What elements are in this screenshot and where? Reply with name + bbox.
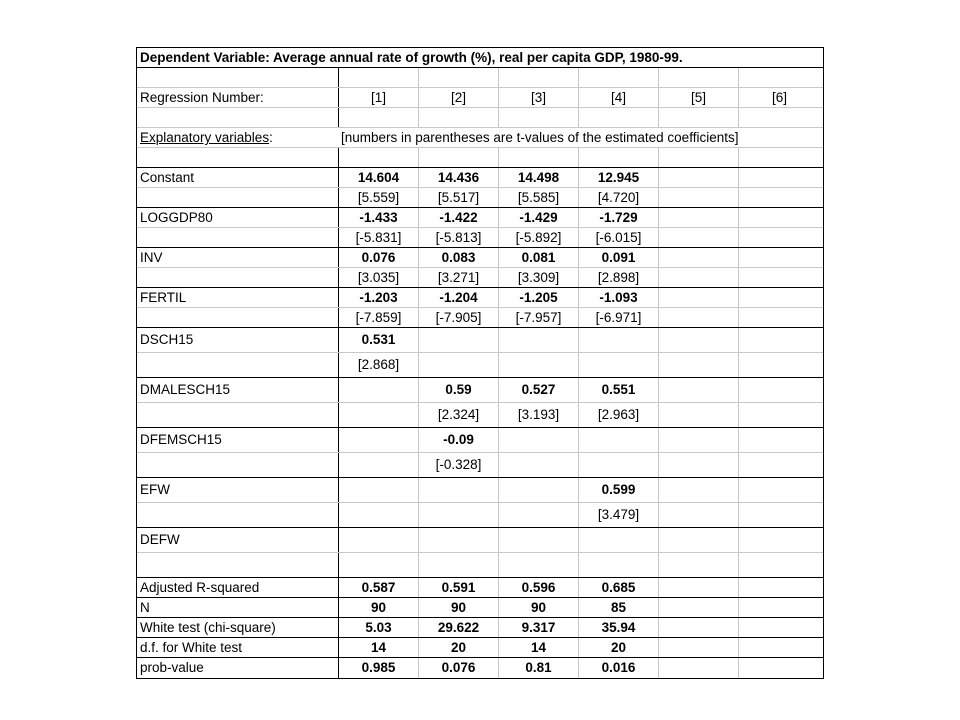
coefficient-cell — [739, 248, 820, 267]
coefficient-cell — [339, 528, 419, 552]
stat-value-cell: 29.622 — [419, 618, 499, 637]
t-value-cell — [739, 353, 820, 377]
t-value-cell: [3.479] — [579, 503, 659, 527]
t-value-cell: [-7.859] — [339, 308, 419, 327]
stat-row — [137, 638, 823, 658]
coefficient-cell: 0.076 — [339, 248, 419, 267]
t-value-cell: [5.585] — [499, 188, 579, 207]
coefficient-cell — [339, 378, 419, 402]
stat-value-cell: 0.81 — [499, 658, 579, 678]
t-value-cell — [339, 453, 419, 477]
stat-value-cell: 0.076 — [419, 658, 499, 678]
coefficient-cell — [499, 328, 579, 352]
coefficient-cell — [659, 528, 739, 552]
empty-cell — [499, 108, 579, 127]
empty-cell — [739, 108, 820, 127]
t-value-cell — [659, 503, 739, 527]
t-value-row — [137, 503, 823, 528]
t-value-cell — [659, 308, 739, 327]
stat-value-cell — [659, 618, 739, 637]
t-value-row — [137, 228, 823, 248]
variable-name: INV — [137, 248, 339, 267]
t-value-cell: [-5.892] — [499, 228, 579, 247]
regression-header: [3] — [499, 88, 579, 107]
empty-cell — [137, 228, 339, 247]
coefficient-cell: -1.422 — [419, 208, 499, 227]
coefficient-cell — [659, 208, 739, 227]
coefficient-cell: -1.205 — [499, 288, 579, 307]
empty-cell — [659, 148, 739, 167]
t-value-cell — [739, 268, 820, 287]
stat-value-cell: 9.317 — [499, 618, 579, 637]
t-value-cell — [659, 188, 739, 207]
explanatory-note: [numbers in parentheses are t-values of the estimated coefficients] — [341, 130, 739, 145]
coefficient-cell — [659, 428, 739, 452]
coefficient-row — [137, 208, 823, 228]
empty-cell — [137, 353, 339, 377]
stat-value-cell: 0.591 — [419, 578, 499, 597]
spacer-row — [137, 68, 823, 88]
stat-value-cell: 35.94 — [579, 618, 659, 637]
coefficient-cell — [739, 288, 820, 307]
coefficient-cell — [739, 328, 820, 352]
stat-value-cell — [739, 658, 820, 678]
coefficient-cell — [499, 528, 579, 552]
coefficient-cell: 0.599 — [579, 478, 659, 502]
regression-header: [2] — [419, 88, 499, 107]
empty-cell — [137, 403, 339, 427]
coefficient-cell — [339, 478, 419, 502]
table-title: Dependent Variable: Average annual rate of growth (%), real per capita GDP, 1980-99. — [140, 50, 683, 65]
coefficient-row — [137, 168, 823, 188]
t-value-cell: [2.324] — [419, 403, 499, 427]
t-value-cell — [659, 403, 739, 427]
empty-cell — [137, 268, 339, 287]
coefficient-row — [137, 428, 823, 453]
stat-value-cell — [739, 598, 820, 617]
empty-cell — [419, 68, 499, 87]
coefficient-cell — [419, 478, 499, 502]
stat-name: prob-value — [137, 658, 339, 678]
stat-value-cell: 85 — [579, 598, 659, 617]
empty-cell — [419, 148, 499, 167]
coefficient-cell: -1.433 — [339, 208, 419, 227]
stat-value-cell — [659, 598, 739, 617]
t-value-cell — [739, 553, 820, 577]
variable-name: FERTIL — [137, 288, 339, 307]
empty-cell — [137, 148, 339, 167]
coefficient-cell — [499, 478, 579, 502]
stat-value-cell: 14 — [499, 638, 579, 657]
coefficient-cell: 0.59 — [419, 378, 499, 402]
t-value-cell — [739, 188, 820, 207]
stat-value-cell — [739, 578, 820, 597]
empty-cell — [137, 108, 339, 127]
t-value-row — [137, 403, 823, 428]
t-value-cell — [659, 353, 739, 377]
coefficient-row — [137, 288, 823, 308]
variable-rows — [137, 168, 823, 578]
coefficient-cell: 14.436 — [419, 168, 499, 187]
t-value-cell: [-5.831] — [339, 228, 419, 247]
empty-cell — [579, 148, 659, 167]
coefficient-cell: -1.204 — [419, 288, 499, 307]
t-value-cell: [5.517] — [419, 188, 499, 207]
stat-value-cell: 0.587 — [339, 578, 419, 597]
coefficient-cell — [659, 328, 739, 352]
variable-name: Constant — [137, 168, 339, 187]
coefficient-cell: 14.604 — [339, 168, 419, 187]
t-value-cell — [739, 308, 820, 327]
coefficient-row — [137, 378, 823, 403]
t-value-cell: [3.193] — [499, 403, 579, 427]
stat-row — [137, 578, 823, 598]
stat-value-cell: 0.016 — [579, 658, 659, 678]
t-value-row — [137, 308, 823, 328]
empty-cell — [339, 68, 419, 87]
stat-value-cell: 90 — [499, 598, 579, 617]
stat-name: N — [137, 598, 339, 617]
stat-value-cell: 90 — [419, 598, 499, 617]
stat-name: White test (chi-square) — [137, 618, 339, 637]
spacer-row — [137, 108, 823, 128]
coefficient-row — [137, 478, 823, 503]
stat-value-cell: 0.596 — [499, 578, 579, 597]
coefficient-cell — [419, 328, 499, 352]
t-value-cell: [3.035] — [339, 268, 419, 287]
coefficient-cell: 0.091 — [579, 248, 659, 267]
coefficient-cell: 0.551 — [579, 378, 659, 402]
stat-value-cell: 20 — [419, 638, 499, 657]
t-value-cell — [499, 553, 579, 577]
variable-name: DMALESCH15 — [137, 378, 339, 402]
stat-value-cell — [659, 638, 739, 657]
t-value-cell — [739, 453, 820, 477]
t-value-cell — [739, 228, 820, 247]
coefficient-cell — [739, 478, 820, 502]
t-value-cell — [579, 353, 659, 377]
t-value-cell — [579, 453, 659, 477]
t-value-cell: [2.898] — [579, 268, 659, 287]
empty-cell — [419, 108, 499, 127]
t-value-cell: [-7.905] — [419, 308, 499, 327]
t-value-cell: [4.720] — [579, 188, 659, 207]
coefficient-cell — [659, 378, 739, 402]
coefficient-cell — [339, 428, 419, 452]
empty-cell — [137, 308, 339, 327]
coefficient-cell — [579, 428, 659, 452]
stat-value-cell: 0.985 — [339, 658, 419, 678]
variable-name: EFW — [137, 478, 339, 502]
stat-value-cell: 14 — [339, 638, 419, 657]
stat-name: Adjusted R-squared — [137, 578, 339, 597]
empty-cell — [659, 108, 739, 127]
t-value-cell — [579, 553, 659, 577]
stat-name: d.f. for White test — [137, 638, 339, 657]
coefficient-cell: 0.531 — [339, 328, 419, 352]
coefficient-cell: -1.203 — [339, 288, 419, 307]
t-value-row — [137, 268, 823, 288]
variable-name: LOGGDP80 — [137, 208, 339, 227]
empty-cell — [499, 68, 579, 87]
variable-name: DSCH15 — [137, 328, 339, 352]
coefficient-cell: 12.945 — [579, 168, 659, 187]
coefficient-cell: 0.527 — [499, 378, 579, 402]
stat-row — [137, 658, 823, 678]
coefficient-cell — [659, 478, 739, 502]
coefficient-cell: -0.09 — [419, 428, 499, 452]
coefficient-cell: -1.729 — [579, 208, 659, 227]
stat-rows — [137, 578, 823, 678]
coefficient-cell — [659, 168, 739, 187]
variable-name: DFEMSCH15 — [137, 428, 339, 452]
t-value-cell — [419, 353, 499, 377]
regression-header: [5] — [659, 88, 739, 107]
coefficient-cell: 0.083 — [419, 248, 499, 267]
regression-header: [1] — [339, 88, 419, 107]
coefficient-row — [137, 328, 823, 353]
t-value-cell — [339, 553, 419, 577]
variable-name: DEFW — [137, 528, 339, 552]
regression-header: [6] — [771, 90, 787, 105]
empty-cell — [739, 68, 820, 87]
empty-cell — [137, 503, 339, 527]
coefficient-cell — [419, 528, 499, 552]
t-value-cell — [739, 503, 820, 527]
t-value-cell — [659, 553, 739, 577]
regression-number-label: Regression Number: — [137, 88, 339, 107]
t-value-cell — [419, 553, 499, 577]
empty-cell — [137, 68, 339, 87]
coefficient-cell — [659, 288, 739, 307]
coefficient-cell: 14.498 — [499, 168, 579, 187]
t-value-cell — [659, 453, 739, 477]
title-row — [137, 48, 823, 68]
explanatory-label: Explanatory variables: — [140, 130, 273, 145]
stat-value-cell: 20 — [579, 638, 659, 657]
empty-cell — [579, 68, 659, 87]
t-value-cell — [659, 228, 739, 247]
t-value-cell: [-7.957] — [499, 308, 579, 327]
stat-value-cell — [659, 578, 739, 597]
t-value-row — [137, 353, 823, 378]
stat-value-cell: 0.685 — [579, 578, 659, 597]
t-value-cell — [659, 268, 739, 287]
coefficient-cell — [499, 428, 579, 452]
coefficient-cell: 0.081 — [499, 248, 579, 267]
t-value-cell: [-6.015] — [579, 228, 659, 247]
empty-cell — [339, 108, 419, 127]
coefficient-cell — [739, 378, 820, 402]
t-value-cell: [-6.971] — [579, 308, 659, 327]
spacer-row — [137, 148, 823, 168]
t-value-cell — [499, 453, 579, 477]
coefficient-row — [137, 248, 823, 268]
t-value-row — [137, 453, 823, 478]
stat-value-cell — [739, 638, 820, 657]
coefficient-cell — [579, 528, 659, 552]
coefficient-cell — [739, 208, 820, 227]
coefficient-cell: -1.429 — [499, 208, 579, 227]
t-value-cell: [3.309] — [499, 268, 579, 287]
t-value-cell: [-0.328] — [419, 453, 499, 477]
regression-number-row — [137, 88, 823, 108]
t-value-row — [137, 188, 823, 208]
regression-table — [136, 47, 824, 679]
empty-cell — [659, 68, 739, 87]
empty-cell — [739, 148, 820, 167]
stat-value-cell: 5.03 — [339, 618, 419, 637]
stat-value-cell — [659, 658, 739, 678]
empty-cell — [137, 188, 339, 207]
empty-cell — [499, 148, 579, 167]
t-value-cell: [3.271] — [419, 268, 499, 287]
stat-value-cell — [739, 618, 820, 637]
t-value-row — [137, 553, 823, 578]
coefficient-cell — [739, 428, 820, 452]
coefficient-cell — [739, 528, 820, 552]
t-value-cell: [2.868] — [339, 353, 419, 377]
regression-header: [4] — [579, 88, 659, 107]
t-value-cell — [419, 503, 499, 527]
coefficient-cell — [579, 328, 659, 352]
stat-value-cell: 90 — [339, 598, 419, 617]
stat-row — [137, 598, 823, 618]
stat-row — [137, 618, 823, 638]
empty-cell — [339, 148, 419, 167]
t-value-cell — [339, 503, 419, 527]
t-value-cell: [-5.813] — [419, 228, 499, 247]
t-value-cell: [5.559] — [339, 188, 419, 207]
t-value-cell: [2.963] — [579, 403, 659, 427]
coefficient-cell — [739, 168, 820, 187]
empty-cell — [579, 108, 659, 127]
t-value-cell — [499, 503, 579, 527]
t-value-cell — [339, 403, 419, 427]
t-value-cell — [499, 353, 579, 377]
explanatory-row — [137, 128, 823, 148]
empty-cell — [137, 453, 339, 477]
t-value-cell — [739, 403, 820, 427]
coefficient-row — [137, 528, 823, 553]
empty-cell — [137, 553, 339, 577]
coefficient-cell — [659, 248, 739, 267]
coefficient-cell: -1.093 — [579, 288, 659, 307]
